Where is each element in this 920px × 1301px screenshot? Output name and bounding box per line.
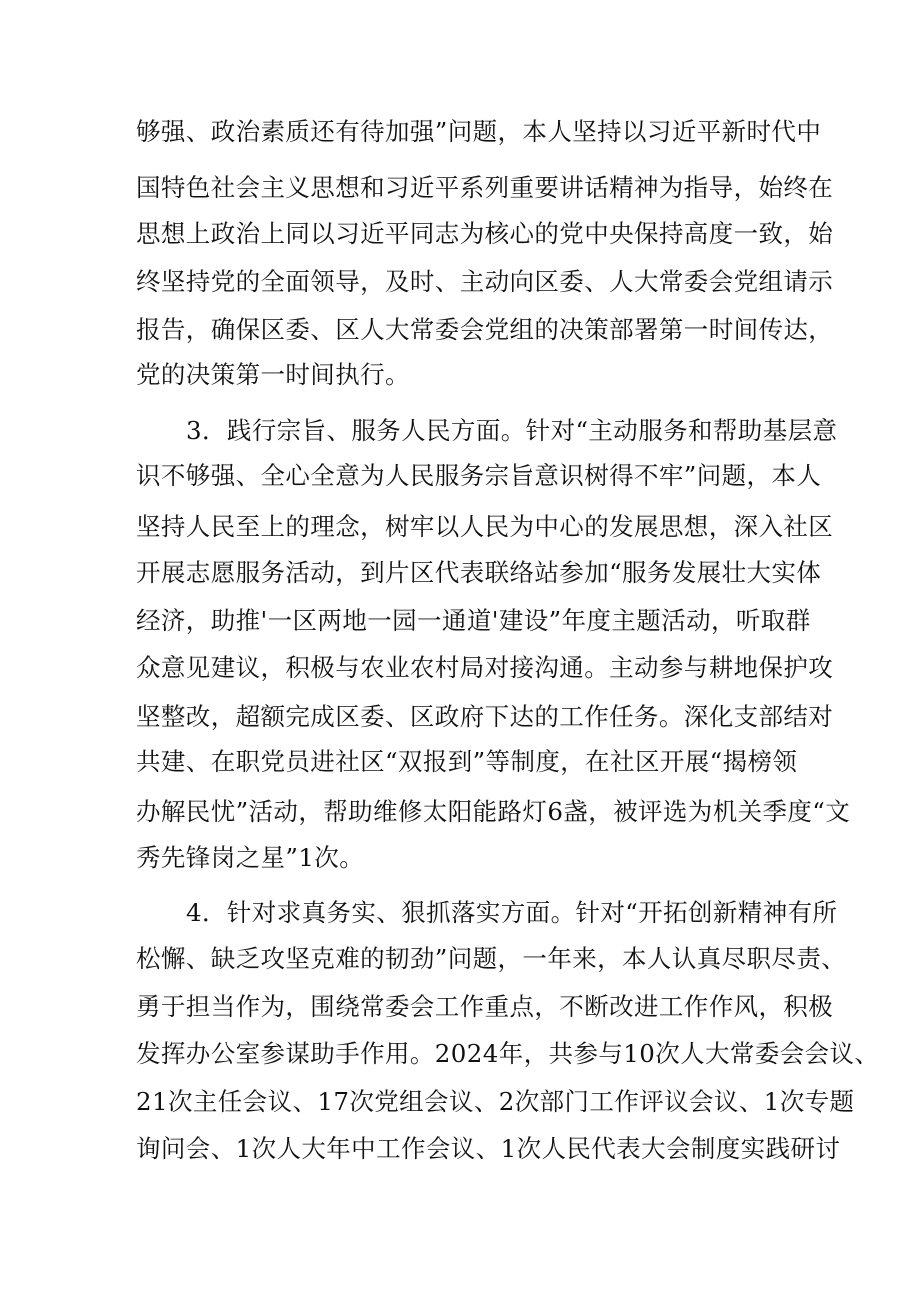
- text-line: 共建、在职党员进社区“双报到”等制度，在社区开展“揭榜领: [136, 747, 798, 776]
- text-line: 发挥办公室参谋助手作用。2024年，共参与10次人大常委会会议、: [136, 1039, 880, 1068]
- text-line: 开展志愿服务活动，到片区代表联络站参加“服务发展壮大实体: [136, 558, 822, 587]
- text-line: 报告，确保区委、区人大常委会党组的决策部署第一时间传达，: [136, 315, 834, 344]
- text-line: 思想上政治上同以习近平同志为核心的党中央保持高度一致，始: [136, 219, 834, 248]
- paragraph-heading-4: 4．针对求真务实、狠抓落实方面。针对“开拓创新精神有所: [186, 898, 838, 927]
- text-line: 秀先锋岗之星”1次。: [136, 843, 365, 872]
- text-line: 识不够强、全心全意为人民服务宗旨意识树得不牢”问题，本人: [136, 461, 822, 490]
- text-line: 办解民忧”活动，帮助维修太阳能路灯6盏，被评选为机关季度“文: [136, 797, 851, 826]
- text-line: 勇于担当作为，围绕常委会工作重点，不断改进工作作风，积极: [136, 992, 834, 1021]
- text-line: 21次主任会议、17次党组会议、2次部门工作评议会议、1次专题: [136, 1087, 855, 1116]
- text-line: 坚持人民至上的理念，树牢以人民为中心的发展思想，深入社区: [136, 512, 834, 541]
- text-line: 松懈、缺乏攻坚克难的韧劲”问题，一年来，本人认真尽职尽责、: [136, 944, 847, 973]
- text-line: 够强、政治素质还有待加强”问题，本人坚持以习近平新时代中: [136, 117, 822, 146]
- text-line: 询问会、1次人大年中工作会议、1次人民代表大会制度实践研讨: [136, 1134, 841, 1163]
- text-line: 终坚持党的全面领导，及时、主动向区委、人大常委会党组请示: [136, 267, 834, 296]
- text-line: 党的决策第一时间执行。: [136, 360, 410, 389]
- paragraph-heading-3: 3．践行宗旨、服务人民方面。针对“主动服务和帮助基层意: [186, 416, 838, 445]
- text-line: 众意见建议，积极与农业农村局对接沟通。主动参与耕地保护攻: [136, 653, 834, 682]
- text-line: 经济，助推'一区两地一园一通道'建设”年度主题活动，听取群: [136, 606, 811, 635]
- text-line: 坚整改，超额完成区委、区政府下达的工作任务。深化支部结对: [136, 702, 834, 731]
- text-line: 国特色社会主义思想和习近平系列重要讲话精神为指导，始终在: [136, 173, 834, 202]
